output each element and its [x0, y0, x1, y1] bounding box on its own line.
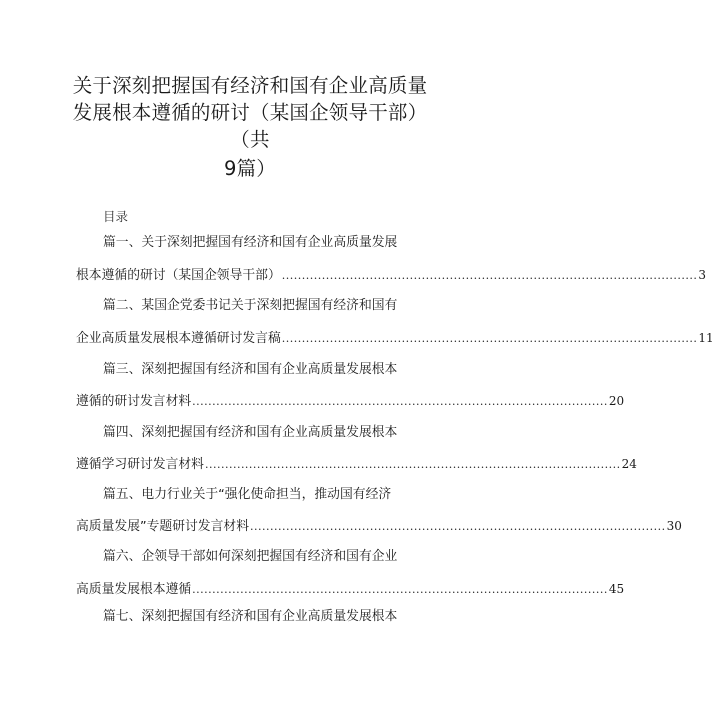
- title-line-3: （共: [230, 128, 270, 151]
- toc-entry-text: 遵循的研讨发言材料: [76, 394, 192, 409]
- toc-leader-dots: ........................................................................................................: [204, 458, 621, 471]
- toc-entry-1-line1[interactable]: 篇一、关于深刻把握国有经济和国有企业高质量发展: [103, 235, 398, 250]
- toc-entry-6-line1[interactable]: 篇六、企领导干部如何深刻把握国有经济和国有企业: [103, 549, 398, 564]
- toc-leader-dots: ........................................................................................................: [281, 332, 698, 345]
- toc-entry-3-line1[interactable]: 篇三、深刻把握国有经济和国有企业高质量发展根本: [103, 362, 398, 377]
- toc-entry-1-line2[interactable]: [76, 266, 707, 285]
- toc-entry-4-line1[interactable]: 篇四、深刻把握国有经济和国有企业高质量发展根本: [103, 425, 398, 440]
- toc-leader-dots: ........................................................................................................: [281, 269, 698, 282]
- toc-page-number: 45: [608, 582, 625, 596]
- title-line-4: 9篇）: [223, 157, 276, 180]
- toc-entry-5-line1[interactable]: 篇五、电力行业关于“强化使命担当，推动国有经济: [103, 487, 392, 502]
- title-line-1: 关于深刻把握国有经济和国有企业高质量: [72, 74, 428, 97]
- toc-page-number: 3: [698, 268, 707, 282]
- toc-leader-dots: ........................................................................................................: [192, 583, 608, 596]
- toc-entry-text: 根本遵循的研讨（某国企领导干部）: [76, 268, 281, 283]
- toc-page-number: 11: [698, 331, 714, 345]
- toc-entry-2-line2[interactable]: [76, 329, 714, 348]
- toc-entry-3-line2[interactable]: [76, 392, 625, 411]
- toc-leader-dots: ........................................................................................................: [250, 520, 666, 533]
- toc-entry-4-line2[interactable]: [76, 455, 637, 474]
- toc-page-number: 30: [666, 519, 682, 533]
- toc-entry-5-line2[interactable]: [76, 517, 682, 536]
- title-line-2: 发展根本遵循的研讨（某国企领导干部）: [72, 101, 428, 124]
- toc-page-number: 24: [621, 457, 637, 471]
- toc-entry-7-line1[interactable]: 篇七、深刻把握国有经济和国有企业高质量发展根本: [103, 609, 398, 624]
- toc-heading: 目录: [103, 209, 129, 224]
- toc-entry-text: 企业高质量发展根本遵循研讨发言稿: [76, 331, 281, 346]
- toc-entry-6-line2[interactable]: [76, 580, 625, 599]
- toc-entry-text: 高质量发展”专题研讨发言材料: [76, 519, 249, 534]
- toc-entry-text: 遵循学习研讨发言材料: [76, 457, 204, 472]
- toc-entry-text: 高质量发展根本遵循: [76, 582, 192, 597]
- toc-leader-dots: ........................................................................................................: [192, 395, 608, 408]
- toc-page-number: 20: [608, 394, 625, 408]
- toc-entry-2-line1[interactable]: 篇二、某国企党委书记关于深刻把握国有经济和国有: [103, 298, 398, 313]
